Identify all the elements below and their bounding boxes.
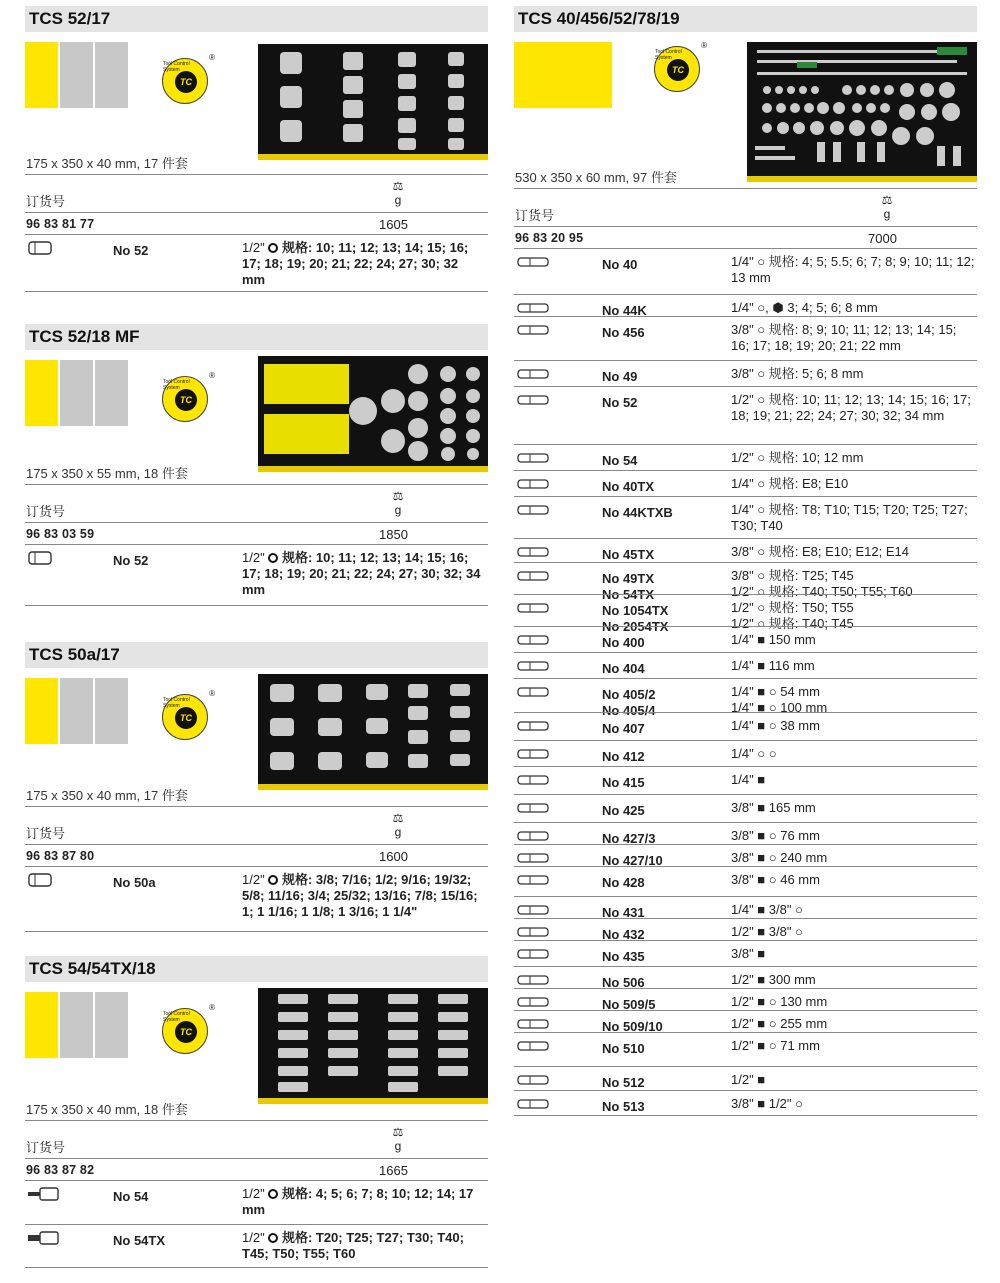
list-item <box>514 918 977 940</box>
item-spec: 1/4" ○ ○ <box>731 746 777 761</box>
list-item <box>514 626 977 652</box>
list-item <box>514 248 977 294</box>
item-spec: 3/8" ■ 165 mm <box>731 800 816 815</box>
socket-circle-icon <box>268 243 278 253</box>
item-spec: 1/4" ■ <box>731 772 766 787</box>
list-item <box>514 1066 977 1090</box>
list-item <box>514 562 977 602</box>
order-number: 96 83 20 95 <box>515 231 584 245</box>
set-tcs-52-18-mf <box>25 324 488 630</box>
tool-icon <box>516 851 550 865</box>
tool-icon <box>516 995 550 1009</box>
tool-icon <box>516 873 550 887</box>
item-number: No 432 <box>602 927 645 942</box>
tool-icon <box>516 503 550 517</box>
weight-header: ⚖ g <box>383 179 413 207</box>
order-number: 96 83 87 82 <box>26 1163 95 1177</box>
set-tcs-54-54tx-18 <box>25 956 488 1268</box>
item-spec: 3/8" ○ 规格: T25; T45 <box>731 568 854 583</box>
socket-circle-icon <box>268 553 278 563</box>
list-item: No 50a 1/2" 规格: 3/8; 7/16; 1/2; 9/16; 19/32; 5/8; 11/16; 3/4; 25/32; 13/16; 7/8; 15/16; 1; 1 1/16; 1 1/8; 1 3/16; 1 1/4" <box>25 866 488 932</box>
component-list <box>514 248 977 1116</box>
item-number: No 54 <box>602 453 638 468</box>
list-item <box>514 988 977 1010</box>
list-item <box>514 1010 977 1032</box>
set-dimensions: 175 x 350 x 40 mm, 18 件套 <box>26 1102 188 1117</box>
tool-icon <box>516 903 550 917</box>
weight-value: 1605 <box>379 217 408 232</box>
item-number: No 50a <box>113 875 156 890</box>
item-number: No 407 <box>602 721 645 736</box>
order-number-label: 订货号 <box>26 504 66 519</box>
item-spec: 1/2" ■ <box>731 1072 766 1087</box>
item-number: No 40 <box>602 257 638 272</box>
weight-value: 1665 <box>379 1163 408 1178</box>
tool-icon <box>516 685 550 699</box>
color-swatches <box>514 42 612 108</box>
item-spec: 1/4" ○ 规格: T8; T10; T15; T20; T25; T27; T30; T40 <box>731 502 968 533</box>
scale-icon: ⚖ <box>392 811 404 825</box>
tray-image <box>258 674 488 790</box>
hex-bit-socket-icon <box>27 1187 61 1201</box>
item-number: No 52 <box>113 553 149 568</box>
item-number: No 54TX <box>602 587 655 602</box>
list-item <box>514 712 977 740</box>
tool-icon <box>516 1073 550 1087</box>
torx-bit-socket-icon <box>27 1231 61 1245</box>
list-item <box>514 740 977 766</box>
set-dimensions: 175 x 350 x 40 mm, 17 件套 <box>26 156 188 171</box>
item-spec: 3/8" ○ 规格: 8; 9; 10; 11; 12; 13; 14; 15; 16; 17; 18; 19; 20; 21; 22 mm <box>731 322 957 353</box>
item-number: No 509/10 <box>602 1019 663 1034</box>
order-number-label: 订货号 <box>515 208 555 223</box>
item-number: No 509/5 <box>602 997 656 1012</box>
weight-value: 7000 <box>868 231 897 246</box>
item-number: No 435 <box>602 949 645 964</box>
list-item: No 54 1/2" 规格: 4; 5; 6; 7; 8; 10; 12; 14; 17 mm <box>25 1180 488 1224</box>
list-item: No 52 1/2" 规格: 10; 11; 12; 13; 14; 15; 16; 17; 18; 19; 20; 21; 22; 24; 27; 30; 32 mm <box>25 234 488 292</box>
list-item <box>514 496 977 538</box>
list-item <box>514 866 977 896</box>
weight-header: ⚖ g <box>383 1125 413 1153</box>
weight-value: 1600 <box>379 849 408 864</box>
tray-image <box>258 356 488 472</box>
tc-logo-icon: Tool Control System TC ® <box>162 376 208 422</box>
socket-icon <box>27 551 61 565</box>
color-swatches <box>25 42 128 108</box>
tool-icon <box>516 569 550 583</box>
tool-icon <box>516 1097 550 1111</box>
item-spec: 3/8" ○ 规格: 5; 6; 8 mm <box>731 366 864 381</box>
tool-icon <box>516 393 550 407</box>
item-number: No 415 <box>602 775 645 790</box>
list-item <box>514 538 977 562</box>
item-spec: 1/4" ■ ○ 54 mm <box>731 684 820 699</box>
item-number: No 44KTXB <box>602 505 673 520</box>
tool-icon <box>516 947 550 961</box>
tool-icon <box>516 477 550 491</box>
order-number: 96 83 81 77 <box>26 217 95 231</box>
list-item: No 52 1/2" 规格: 10; 11; 12; 13; 14; 15; 16; 17; 18; 19; 20; 21; 22; 24; 27; 30; 32; 34 mm <box>25 544 488 606</box>
item-number: No 412 <box>602 749 645 764</box>
list-item <box>514 316 977 360</box>
tool-icon <box>516 747 550 761</box>
item-spec: 1/4" ○, ⬢ 3; 4; 5; 6; 8 mm <box>731 300 878 315</box>
item-number: No 405/4 <box>602 703 656 718</box>
order-number-label: 订货号 <box>26 826 66 841</box>
left-column <box>25 6 488 1268</box>
list-item <box>514 794 977 822</box>
tool-icon <box>516 367 550 381</box>
order-number: 96 83 87 80 <box>26 849 95 863</box>
item-number: No 2054TX <box>602 619 669 634</box>
item-number: No 44K <box>602 303 647 318</box>
item-number: No 52 <box>113 243 149 258</box>
tool-icon <box>516 829 550 843</box>
list-item <box>514 386 977 444</box>
tool-icon <box>516 545 550 559</box>
list-item <box>514 766 977 794</box>
item-number: No 512 <box>602 1075 645 1090</box>
item-number: No 49TX <box>602 571 655 586</box>
list-item <box>514 966 977 988</box>
set-tcs-52-17 <box>25 6 488 310</box>
list-item <box>514 1032 977 1066</box>
item-spec: 1/2" ○ 规格: T50; T55 <box>731 600 854 615</box>
tray-image <box>258 44 488 160</box>
list-item <box>514 594 977 634</box>
tool-icon <box>516 323 550 337</box>
socket-icon <box>27 241 61 255</box>
weight-header: ⚖ g <box>383 811 413 839</box>
item-spec: 1/4" ■ ○ 100 mm <box>731 700 828 715</box>
item-spec: 1/2" ○ 规格: 10; 12 mm <box>731 450 864 465</box>
color-swatches <box>25 360 128 426</box>
tc-logo-icon: Tool Control System TC ® <box>162 58 208 104</box>
set-dimensions: 175 x 350 x 40 mm, 17 件套 <box>26 788 188 803</box>
item-number: No 428 <box>602 875 645 890</box>
item-spec: 1/2" ■ ○ 71 mm <box>731 1038 820 1053</box>
set-title: TCS 40/456/52/78/19 <box>514 6 977 32</box>
item-spec: 1/4" ■ 116 mm <box>731 658 815 673</box>
scale-icon: ⚖ <box>392 1125 404 1139</box>
item-spec: 1/2" ■ ○ 130 mm <box>731 994 828 1009</box>
set-dimensions: 530 x 350 x 60 mm, 97 件套 <box>515 170 677 185</box>
list-item: No 54TX 1/2" 规格: T20; T25; T27; T30; T40; T45; T50; T55; T60 <box>25 1224 488 1268</box>
item-number: No 404 <box>602 661 645 676</box>
set-tcs-50a-17 <box>25 642 488 940</box>
socket-icon <box>27 873 61 887</box>
set-dimensions: 175 x 350 x 55 mm, 18 件套 <box>26 466 188 481</box>
item-spec: 1/2" ■ 300 mm <box>731 972 816 987</box>
tool-icon <box>516 719 550 733</box>
tc-logo-icon: Tool Control System TC ® <box>654 46 700 92</box>
item-number: No 45TX <box>602 547 655 562</box>
list-item <box>514 444 977 470</box>
set-title: TCS 52/17 <box>25 6 488 32</box>
color-swatches <box>25 678 128 744</box>
tool-icon <box>516 773 550 787</box>
socket-circle-icon <box>268 875 278 885</box>
scale-icon: ⚖ <box>392 179 404 193</box>
order-number-label: 订货号 <box>26 194 66 209</box>
item-spec: 1/4" ■ ○ 38 mm <box>731 718 820 733</box>
item-number: No 405/2 <box>602 687 656 702</box>
item-number: No 513 <box>602 1099 645 1114</box>
right-column <box>514 6 977 1116</box>
item-number: No 427/3 <box>602 831 656 846</box>
tc-logo-icon: Tool Control System TC ® <box>162 694 208 740</box>
weight-header: ⚖ g <box>872 193 902 221</box>
list-item <box>514 822 977 844</box>
tool-icon <box>516 801 550 815</box>
list-item <box>514 896 977 918</box>
tool-icon <box>516 1039 550 1053</box>
list-item <box>514 294 977 316</box>
item-number: No 510 <box>602 1041 645 1056</box>
list-item <box>514 844 977 866</box>
item-spec: 1/2" ○ 规格: T40; T50; T55; T60 <box>731 584 913 599</box>
item-spec: 3/8" ■ ○ 46 mm <box>731 872 820 887</box>
list-item <box>514 360 977 386</box>
item-spec: 1/2" ■ 3/8" ○ <box>731 924 803 939</box>
item-spec: 1/4" ■ 150 mm <box>731 632 816 647</box>
tray-image <box>258 988 488 1104</box>
order-number: 96 83 03 59 <box>26 527 95 541</box>
tc-logo-icon: Tool Control System TC ® <box>162 1008 208 1054</box>
color-swatches <box>25 992 128 1058</box>
scale-icon: ⚖ <box>392 489 404 503</box>
item-number: No 427/10 <box>602 853 663 868</box>
list-item <box>514 1090 977 1116</box>
list-item <box>514 940 977 966</box>
set-title: TCS 54/54TX/18 <box>25 956 488 982</box>
tray-image <box>747 42 977 182</box>
item-spec: 1/4" ■ 3/8" ○ <box>731 902 803 917</box>
list-item <box>514 470 977 496</box>
tool-icon <box>516 301 550 315</box>
item-number: No 400 <box>602 635 645 650</box>
weight-value: 1850 <box>379 527 408 542</box>
item-spec: 1/4" ○ 规格: E8; E10 <box>731 476 849 491</box>
item-number: No 54 <box>113 1189 149 1204</box>
item-number: No 49 <box>602 369 638 384</box>
item-number: No 40TX <box>602 479 655 494</box>
item-spec: 1/2" ○ 规格: 10; 11; 12; 13; 14; 15; 16; 17; 18; 19; 21; 22; 24; 27; 30; 32; 34 mm <box>731 392 971 423</box>
weight-header: ⚖ g <box>383 489 413 517</box>
order-number-label: 订货号 <box>26 1140 66 1155</box>
item-number: No 1054TX <box>602 603 669 618</box>
tool-icon <box>516 973 550 987</box>
item-number: No 431 <box>602 905 645 920</box>
item-spec: 1/2" ■ ○ 255 mm <box>731 1016 828 1031</box>
socket-circle-icon <box>268 1189 278 1199</box>
list-item <box>514 652 977 678</box>
tool-icon <box>516 659 550 673</box>
item-number: No 54TX <box>113 1233 166 1248</box>
item-spec: 3/8" ■ ○ 76 mm <box>731 828 820 843</box>
tool-icon <box>516 1017 550 1031</box>
tool-icon <box>516 601 550 615</box>
tool-icon <box>516 451 550 465</box>
item-number: No 506 <box>602 975 645 990</box>
tool-icon <box>516 255 550 269</box>
item-spec: 3/8" ■ ○ 240 mm <box>731 850 828 865</box>
item-spec: 3/8" ■ <box>731 946 766 961</box>
item-spec: 1/2" ○ 规格: T40; T45 <box>731 616 854 631</box>
list-item <box>514 678 977 718</box>
scale-icon: ⚖ <box>881 193 893 207</box>
tool-icon <box>516 633 550 647</box>
tool-icon <box>516 925 550 939</box>
item-spec: 3/8" ○ 规格: E8; E10; E12; E14 <box>731 544 909 559</box>
item-number: No 425 <box>602 803 645 818</box>
item-number: No 456 <box>602 325 645 340</box>
item-spec: 3/8" ■ 1/2" ○ <box>731 1096 803 1111</box>
item-number: No 52 <box>602 395 638 410</box>
socket-circle-icon <box>268 1233 278 1243</box>
set-title: TCS 52/18 MF <box>25 324 488 350</box>
item-spec: 1/4" ○ 规格: 4; 5; 5.5; 6; 7; 8; 9; 10; 11; 12; 13 mm <box>731 254 975 285</box>
set-title: TCS 50a/17 <box>25 642 488 668</box>
